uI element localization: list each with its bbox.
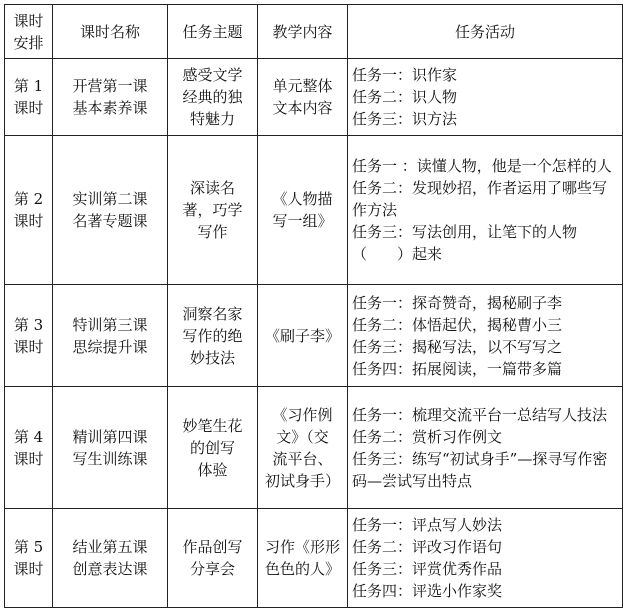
task-item: 任务一：探奇赞奇，揭秘刷子李 bbox=[352, 293, 563, 312]
activities-cell bbox=[348, 509, 623, 608]
activities-cell bbox=[348, 59, 623, 136]
task-item: 任务三：识方法 bbox=[352, 110, 458, 128]
activities-cell bbox=[348, 136, 623, 285]
activities-cell bbox=[348, 285, 623, 387]
task-item: 任务三：揭秘写法，以不写写之 bbox=[352, 337, 563, 356]
task-item: 任务一 ：读懂人物，他是一个怎样的人 bbox=[352, 157, 612, 175]
task-item: 任务四：拓展阅读，一篇带多篇 bbox=[352, 359, 563, 378]
period-cell: 第 2 课时 bbox=[5, 136, 53, 285]
task-item: 任务二：体悟起伏，揭秘曹小三 bbox=[352, 315, 563, 334]
task-item: 任务二：评改习作语句 bbox=[352, 538, 503, 556]
content-cell: 单元整体 文本内容 bbox=[258, 59, 348, 136]
content-cell: 习作《形形 色色的人》 bbox=[258, 509, 348, 608]
period-cell: 第 3 课时 bbox=[5, 285, 53, 387]
header-theme: 任务主题 bbox=[168, 5, 258, 59]
activities-cell bbox=[348, 387, 623, 509]
lesson-name-cell: 结业第五课 创意表达课 bbox=[53, 509, 168, 608]
task-item: 任务三：写法创用，让笔下的人物（ ）起来 bbox=[352, 223, 578, 263]
table-row bbox=[5, 285, 623, 387]
content-cell: 《人物描 写一组》 bbox=[258, 136, 348, 285]
task-item: 任务一：评点写人妙法 bbox=[352, 516, 503, 534]
task-item: 任务三：练写“初试身手”—探寻写作密码—尝试写出特点 bbox=[352, 449, 608, 490]
task-item: 任务三：评赏优秀作品 bbox=[352, 560, 503, 578]
task-item: 任务二：识人物 bbox=[352, 88, 458, 106]
theme-cell: 深读名 著，巧学 写作 bbox=[168, 136, 258, 285]
period-cell: 第 1 课时 bbox=[5, 59, 53, 136]
task-item: 任务二：赏析习作例文 bbox=[352, 427, 503, 446]
table-row bbox=[5, 59, 623, 136]
lesson-plan-table bbox=[4, 4, 623, 608]
theme-cell: 妙笔生花 的创写 体验 bbox=[168, 387, 258, 509]
theme-cell: 感受文学 经典的独 特魅力 bbox=[168, 59, 258, 136]
table-row bbox=[5, 387, 623, 509]
table-row bbox=[5, 509, 623, 608]
period-cell: 第 5 课时 bbox=[5, 509, 53, 608]
header-period: 课时 安排 bbox=[5, 5, 53, 59]
task-item: 任务一：梳理交流平台一总结写人技法 bbox=[352, 405, 608, 424]
content-cell: 《习作例 文》（交 流平台、 初试身手） bbox=[258, 387, 348, 509]
content-cell: 《刷子李》 bbox=[258, 285, 348, 387]
header-activities: 任务活动 bbox=[348, 5, 623, 59]
header-row bbox=[5, 5, 623, 59]
header-name: 课时名称 bbox=[53, 5, 168, 59]
lesson-name-cell: 实训第二课 名著专题课 bbox=[53, 136, 168, 285]
theme-cell: 作品创写 分享会 bbox=[168, 509, 258, 608]
task-item: 任务二：发现妙招，作者运用了哪些写作方法 bbox=[352, 179, 608, 219]
lesson-name-cell: 特训第三课 思综提升课 bbox=[53, 285, 168, 387]
header-content: 教学内容 bbox=[258, 5, 348, 59]
table-row bbox=[5, 136, 623, 285]
theme-cell: 洞察名家 写作的绝 妙技法 bbox=[168, 285, 258, 387]
period-cell: 第 4 课时 bbox=[5, 387, 53, 509]
task-item: 任务一：识作家 bbox=[352, 66, 458, 84]
task-item: 任务四：评选小作家奖 bbox=[352, 582, 503, 600]
lesson-name-cell: 精训第四课 写生训练课 bbox=[53, 387, 168, 509]
lesson-name-cell: 开营第一课 基本素养课 bbox=[53, 59, 168, 136]
